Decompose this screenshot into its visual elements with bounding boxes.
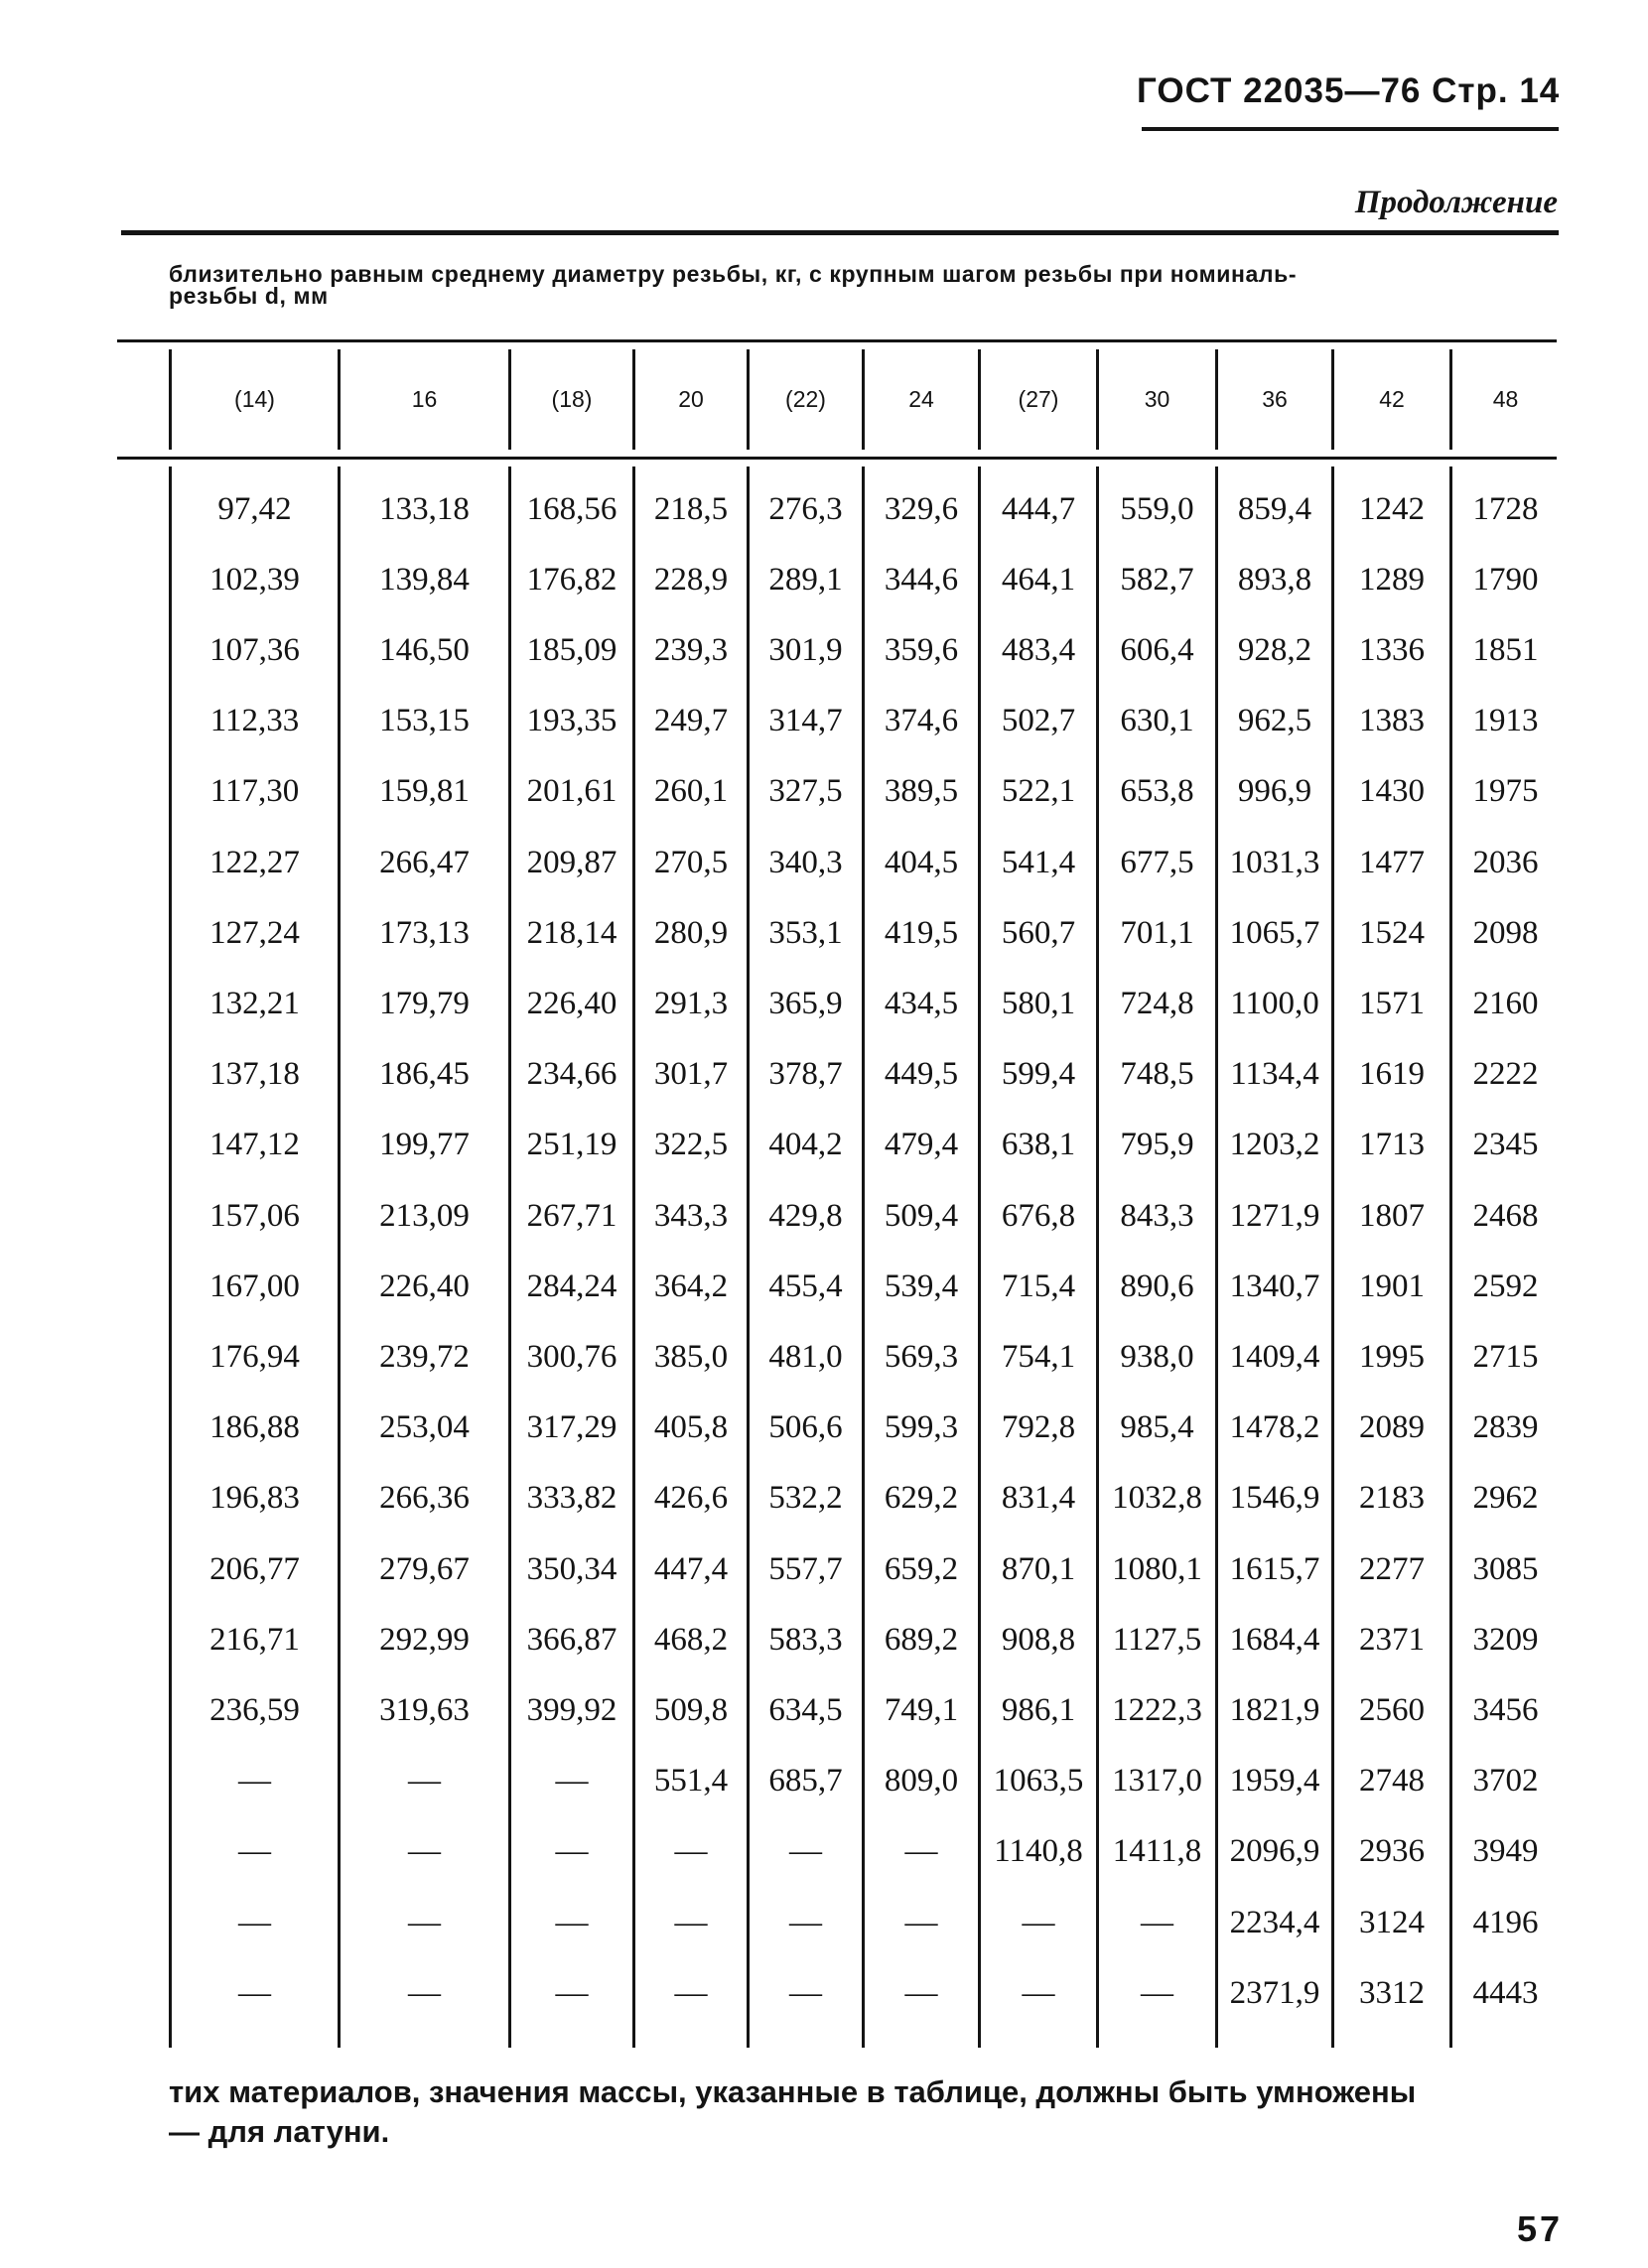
- table-cell: —: [904, 1974, 938, 2011]
- table-cell: 176,82: [526, 561, 618, 598]
- table-cell: 228,9: [653, 561, 729, 598]
- table-cell: 1913: [1472, 703, 1539, 739]
- table-cell: 3312: [1359, 1974, 1425, 2011]
- footnote-line-2: — для латуни.: [169, 2114, 390, 2149]
- table-cell: 870,1: [1001, 1550, 1076, 1587]
- header-top-rule: [117, 339, 1557, 342]
- table-cell: 193,35: [526, 703, 618, 739]
- table-cell: 449,5: [884, 1056, 959, 1093]
- table-cell: 3949: [1472, 1833, 1539, 1870]
- table-cell: 1995: [1359, 1338, 1425, 1375]
- table-cell: 3702: [1472, 1763, 1539, 1800]
- table-cell: 146,50: [379, 631, 470, 668]
- table-cell: 1289: [1359, 561, 1425, 598]
- table-cell: 167,00: [209, 1267, 300, 1304]
- column-header: 48: [1492, 386, 1519, 412]
- table-cell: 333,82: [526, 1480, 618, 1517]
- table-cell: 132,21: [209, 985, 300, 1021]
- table-cell: 522,1: [1001, 773, 1076, 810]
- table-cell: 1478,2: [1229, 1409, 1320, 1446]
- table-cell: 2936: [1359, 1833, 1425, 1870]
- table-cell: —: [789, 1974, 822, 2011]
- table-cell: 107,36: [209, 631, 300, 668]
- table-cell: 1975: [1472, 773, 1539, 810]
- table-cell: 634,5: [768, 1691, 843, 1728]
- table-cell: 1851: [1472, 631, 1539, 668]
- table-cell: 986,1: [1001, 1691, 1076, 1728]
- table-cell: 147,12: [209, 1127, 300, 1163]
- table-cell: 1203,2: [1229, 1127, 1320, 1163]
- table-cell: 350,34: [526, 1550, 618, 1587]
- table-cell: 137,18: [209, 1056, 300, 1093]
- table-cell: 2089: [1359, 1409, 1425, 1446]
- table-cell: 1409,4: [1229, 1338, 1320, 1375]
- table-cell: 97,42: [217, 490, 292, 527]
- table-cell: —: [904, 1904, 938, 1940]
- table-cell: 2098: [1472, 914, 1539, 951]
- table-cell: 127,24: [209, 914, 300, 951]
- table-cell: 270,5: [653, 844, 729, 880]
- table-cell: 580,1: [1001, 985, 1076, 1021]
- table-cell: 560,7: [1001, 914, 1076, 951]
- table-cell: 186,45: [379, 1056, 470, 1093]
- table-cell: 606,4: [1120, 631, 1194, 668]
- table-cell: 2160: [1472, 985, 1539, 1021]
- table-cell: 479,4: [884, 1127, 959, 1163]
- table-cell: 464,1: [1001, 561, 1076, 598]
- table-cell: 653,8: [1120, 773, 1194, 810]
- table-cell: 218,14: [526, 914, 618, 951]
- table-cell: 539,4: [884, 1267, 959, 1304]
- table-cell: 1317,0: [1112, 1763, 1202, 1800]
- table-cell: 378,7: [768, 1056, 843, 1093]
- table-cell: 557,7: [768, 1550, 843, 1587]
- table-cell: 659,2: [884, 1550, 959, 1587]
- table-cell: 176,94: [209, 1338, 300, 1375]
- table-cell: —: [238, 1833, 271, 1870]
- column-header: 36: [1262, 386, 1288, 412]
- table-cell: 3124: [1359, 1904, 1425, 1940]
- table-cell: 831,4: [1001, 1480, 1076, 1517]
- table-cell: 216,71: [209, 1621, 300, 1658]
- table-cell: 4443: [1472, 1974, 1539, 2011]
- table-cell: 1411,8: [1112, 1833, 1202, 1870]
- table-cell: —: [789, 1833, 822, 1870]
- table-cell: 1615,7: [1229, 1550, 1320, 1587]
- table-cell: 795,9: [1120, 1127, 1194, 1163]
- column-header: 16: [411, 386, 438, 412]
- table-cell: 2345: [1472, 1127, 1539, 1163]
- table-cell: 1271,9: [1229, 1197, 1320, 1234]
- table-cell: 266,36: [379, 1480, 470, 1517]
- table-cell: 153,15: [379, 703, 470, 739]
- table-cell: 429,8: [768, 1197, 843, 1234]
- table-cell: 2234,4: [1229, 1904, 1320, 1940]
- table-cell: 359,6: [884, 631, 959, 668]
- table-cell: 179,79: [379, 985, 470, 1021]
- table-cell: 890,6: [1120, 1267, 1194, 1304]
- table-cell: 426,6: [653, 1480, 729, 1517]
- table-cell: 1127,5: [1112, 1621, 1202, 1658]
- caption-line-1: близительно равным среднему диаметру резьбы, кг, с крупным шагом резьбы при номиналь-: [169, 261, 1298, 287]
- column-header: (14): [234, 386, 275, 412]
- column-header: 42: [1379, 386, 1405, 412]
- table-cell: 1134,4: [1230, 1056, 1319, 1093]
- table-cell: 2036: [1472, 844, 1539, 880]
- table-cell: 893,8: [1237, 561, 1312, 598]
- table-cell: —: [674, 1833, 708, 1870]
- table-cell: 291,3: [653, 985, 729, 1021]
- table-cell: 689,2: [884, 1621, 959, 1658]
- table-cell: —: [1022, 1904, 1055, 1940]
- table-cell: 213,09: [379, 1197, 470, 1234]
- table-cell: 541,4: [1001, 844, 1076, 880]
- table-cell: 201,61: [526, 773, 618, 810]
- table-cell: 365,9: [768, 985, 843, 1021]
- table-cell: —: [1141, 1974, 1173, 2011]
- table-cell: 2962: [1472, 1480, 1539, 1517]
- column-header: 30: [1144, 386, 1170, 412]
- table-cell: 1619: [1359, 1056, 1425, 1093]
- table-cell: 2468: [1472, 1197, 1539, 1234]
- table-cell: 532,2: [768, 1480, 843, 1517]
- header-underline: [1142, 127, 1559, 131]
- table-cell: 329,6: [884, 490, 959, 527]
- table-cell: 344,6: [884, 561, 959, 598]
- table-cell: 260,1: [653, 773, 729, 810]
- table-cell: 289,1: [768, 561, 843, 598]
- table-cell: 168,56: [526, 490, 618, 527]
- table-cell: 1242: [1359, 490, 1425, 527]
- table-cell: 754,1: [1001, 1338, 1076, 1375]
- table-cell: 117,30: [209, 773, 300, 810]
- table-cell: —: [555, 1833, 589, 1870]
- table-cell: 2371,9: [1229, 1974, 1320, 2011]
- table-cell: 280,9: [653, 914, 729, 951]
- table-cell: —: [238, 1904, 271, 1940]
- table-cell: 792,8: [1001, 1409, 1076, 1446]
- table-cell: 2715: [1472, 1338, 1539, 1375]
- table-cell: 506,6: [768, 1409, 843, 1446]
- table-cell: —: [1141, 1904, 1173, 1940]
- table-cell: 859,4: [1237, 490, 1312, 527]
- table-cell: 701,1: [1120, 914, 1194, 951]
- table-cell: 159,81: [379, 773, 470, 810]
- table-cell: 218,5: [653, 490, 729, 527]
- table-cell: 301,9: [768, 631, 843, 668]
- table-cell: 2222: [1472, 1056, 1539, 1093]
- table-cell: 343,3: [653, 1197, 729, 1234]
- table-caption: [169, 263, 1549, 307]
- table-cell: 1100,0: [1230, 985, 1319, 1021]
- table-cell: —: [904, 1833, 938, 1870]
- table-cell: 2096,9: [1229, 1833, 1320, 1870]
- table-cell: —: [555, 1763, 589, 1800]
- table-cell: 399,92: [526, 1691, 618, 1728]
- column-header: 20: [678, 386, 704, 412]
- table-cell: 1477: [1359, 844, 1425, 880]
- table-cell: 502,7: [1001, 703, 1076, 739]
- table-cell: 300,76: [526, 1338, 618, 1375]
- table-cell: 1546,9: [1229, 1480, 1320, 1517]
- table-cell: 314,7: [768, 703, 843, 739]
- continuation-label: Продолжение: [1354, 185, 1558, 220]
- table-cell: 676,8: [1001, 1197, 1076, 1234]
- table-cell: —: [408, 1833, 441, 1870]
- table-cell: 908,8: [1001, 1621, 1076, 1658]
- table-cell: 599,4: [1001, 1056, 1076, 1093]
- table-cell: 677,5: [1120, 844, 1194, 880]
- table-cell: 1713: [1359, 1127, 1425, 1163]
- column-header: (18): [551, 386, 593, 412]
- table-cell: 253,04: [379, 1409, 470, 1446]
- table-cell: 447,4: [653, 1550, 729, 1587]
- table-cell: 551,4: [653, 1763, 729, 1800]
- table-cell: 1032,8: [1112, 1480, 1202, 1517]
- table-cell: 279,67: [379, 1550, 470, 1587]
- table-cell: 1959,4: [1229, 1763, 1320, 1800]
- document-header-title: ГОСТ 22035—76 Стр. 14: [1137, 71, 1561, 110]
- table-cell: 444,7: [1001, 490, 1076, 527]
- table-cell: 509,8: [653, 1691, 729, 1728]
- table-cell: 1807: [1359, 1197, 1425, 1234]
- table-cell: 4196: [1472, 1904, 1539, 1940]
- table-cell: 353,1: [768, 914, 843, 951]
- table-cell: 434,5: [884, 985, 959, 1021]
- table-cell: 1524: [1359, 914, 1425, 951]
- table-cell: 748,5: [1120, 1056, 1194, 1093]
- table-cell: 266,47: [379, 844, 470, 880]
- table-cell: 2560: [1359, 1691, 1425, 1728]
- table-cell: 1728: [1472, 490, 1539, 527]
- table-cell: 1790: [1472, 561, 1539, 598]
- table-cell: 1080,1: [1112, 1550, 1202, 1587]
- table-cell: 173,13: [379, 914, 470, 951]
- table-cell: 962,5: [1237, 703, 1312, 739]
- table-cell: 1340,7: [1229, 1267, 1320, 1304]
- table-cell: 389,5: [884, 773, 959, 810]
- table-cell: 236,59: [209, 1691, 300, 1728]
- table-cell: —: [674, 1904, 708, 1940]
- table-cell: 340,3: [768, 844, 843, 880]
- table-cell: 2371: [1359, 1621, 1425, 1658]
- table-cell: 582,7: [1120, 561, 1194, 598]
- table-cell: 327,5: [768, 773, 843, 810]
- table-cell: 292,99: [379, 1621, 470, 1658]
- page-number: 57: [1517, 2208, 1564, 2249]
- table-cell: 2839: [1472, 1409, 1539, 1446]
- table-cell: 157,06: [209, 1197, 300, 1234]
- column-header: (22): [785, 386, 826, 412]
- table-cell: —: [238, 1974, 271, 2011]
- table-cell: 583,3: [768, 1621, 843, 1658]
- table-cell: 509,4: [884, 1197, 959, 1234]
- table-cell: 749,1: [884, 1691, 959, 1728]
- table-cell: 122,27: [209, 844, 300, 880]
- table-cell: 724,8: [1120, 985, 1194, 1021]
- table-cell: 139,84: [379, 561, 470, 598]
- table-cell: 1031,3: [1229, 844, 1320, 880]
- table-cell: 206,77: [209, 1550, 300, 1587]
- table-cell: 196,83: [209, 1480, 300, 1517]
- column-header: (27): [1018, 386, 1059, 412]
- table-cell: 1430: [1359, 773, 1425, 810]
- table-cell: 985,4: [1120, 1409, 1194, 1446]
- table-cell: 1063,5: [993, 1763, 1084, 1800]
- table-cell: 366,87: [526, 1621, 618, 1658]
- table-cell: 1383: [1359, 703, 1425, 739]
- table-cell: 385,0: [653, 1338, 729, 1375]
- table-cell: 715,4: [1001, 1267, 1076, 1304]
- table-top-rule: [121, 230, 1559, 235]
- table-cell: 638,1: [1001, 1127, 1076, 1163]
- table-cell: 3085: [1472, 1550, 1539, 1587]
- table-cell: 317,29: [526, 1409, 618, 1446]
- table-cell: 629,2: [884, 1480, 959, 1517]
- table-cell: 186,88: [209, 1409, 300, 1446]
- table-cell: 209,87: [526, 844, 618, 880]
- table-cell: 404,5: [884, 844, 959, 880]
- table-cell: 996,9: [1237, 773, 1312, 810]
- table-cell: 364,2: [653, 1267, 729, 1304]
- table-cell: —: [555, 1904, 589, 1940]
- table-cell: 404,2: [768, 1127, 843, 1163]
- table-cell: 276,3: [768, 490, 843, 527]
- table-cell: 267,71: [526, 1197, 618, 1234]
- table-cell: 468,2: [653, 1621, 729, 1658]
- table-cell: 1065,7: [1229, 914, 1320, 951]
- table-cell: 249,7: [653, 703, 729, 739]
- table-cell: 226,40: [379, 1267, 470, 1304]
- table-cell: 1140,8: [994, 1833, 1083, 1870]
- table-cell: 319,63: [379, 1691, 470, 1728]
- table-cell: 630,1: [1120, 703, 1194, 739]
- table-cell: 3456: [1472, 1691, 1539, 1728]
- table-cell: 112,33: [209, 703, 300, 739]
- table-cell: —: [238, 1763, 271, 1800]
- table-cell: 102,39: [209, 561, 300, 598]
- table-cell: 2592: [1472, 1267, 1539, 1304]
- table-cell: 809,0: [884, 1763, 959, 1800]
- table-cell: 928,2: [1237, 631, 1312, 668]
- table-cell: 226,40: [526, 985, 618, 1021]
- table-cell: 483,4: [1001, 631, 1076, 668]
- table-cell: —: [674, 1974, 708, 2011]
- table-cell: 1684,4: [1229, 1621, 1320, 1658]
- table-cell: 1571: [1359, 985, 1425, 1021]
- column-header: 24: [908, 386, 934, 412]
- table-cell: 239,3: [653, 631, 729, 668]
- table-cell: 133,18: [379, 490, 470, 527]
- table-cell: 185,09: [526, 631, 618, 668]
- table-cell: 455,4: [768, 1267, 843, 1304]
- table-cell: —: [408, 1974, 441, 2011]
- table-cell: 405,8: [653, 1409, 729, 1446]
- table-cell: 2277: [1359, 1550, 1425, 1587]
- table-cell: 1336: [1359, 631, 1425, 668]
- table-cell: 599,3: [884, 1409, 959, 1446]
- table-cell: 284,24: [526, 1267, 618, 1304]
- table-cell: 1821,9: [1229, 1691, 1320, 1728]
- table-cell: —: [1022, 1974, 1055, 2011]
- table-cell: 1222,3: [1112, 1691, 1202, 1728]
- table-cell: 251,19: [526, 1127, 618, 1163]
- table-cell: 301,7: [653, 1056, 729, 1093]
- table-cell: —: [789, 1904, 822, 1940]
- table-cell: 199,77: [379, 1127, 470, 1163]
- table-cell: 569,3: [884, 1338, 959, 1375]
- table-cell: —: [408, 1904, 441, 1940]
- table-cell: 234,66: [526, 1056, 618, 1093]
- header-bottom-rule: [117, 457, 1557, 460]
- table-cell: 2748: [1359, 1763, 1425, 1800]
- table-cell: —: [408, 1763, 441, 1800]
- table-cell: 3209: [1472, 1621, 1539, 1658]
- table-cell: 374,6: [884, 703, 959, 739]
- footnote-line-1: тих материалов, значения массы, указанные в таблице, должны быть умножены: [169, 2074, 1417, 2109]
- table-cell: 1901: [1359, 1267, 1425, 1304]
- table-cell: 481,0: [768, 1338, 843, 1375]
- table-cell: 2183: [1359, 1480, 1425, 1517]
- table-cell: 559,0: [1120, 490, 1194, 527]
- table-cell: 938,0: [1120, 1338, 1194, 1375]
- table-cell: —: [555, 1974, 589, 2011]
- table-cell: 322,5: [653, 1127, 729, 1163]
- table-cell: 685,7: [768, 1763, 843, 1800]
- table-cell: 843,3: [1120, 1197, 1194, 1234]
- table-cell: 239,72: [379, 1338, 470, 1375]
- table-cell: 419,5: [884, 914, 959, 951]
- table-footnote: [169, 2072, 1579, 2152]
- caption-line-2: резьбы d, мм: [169, 283, 329, 309]
